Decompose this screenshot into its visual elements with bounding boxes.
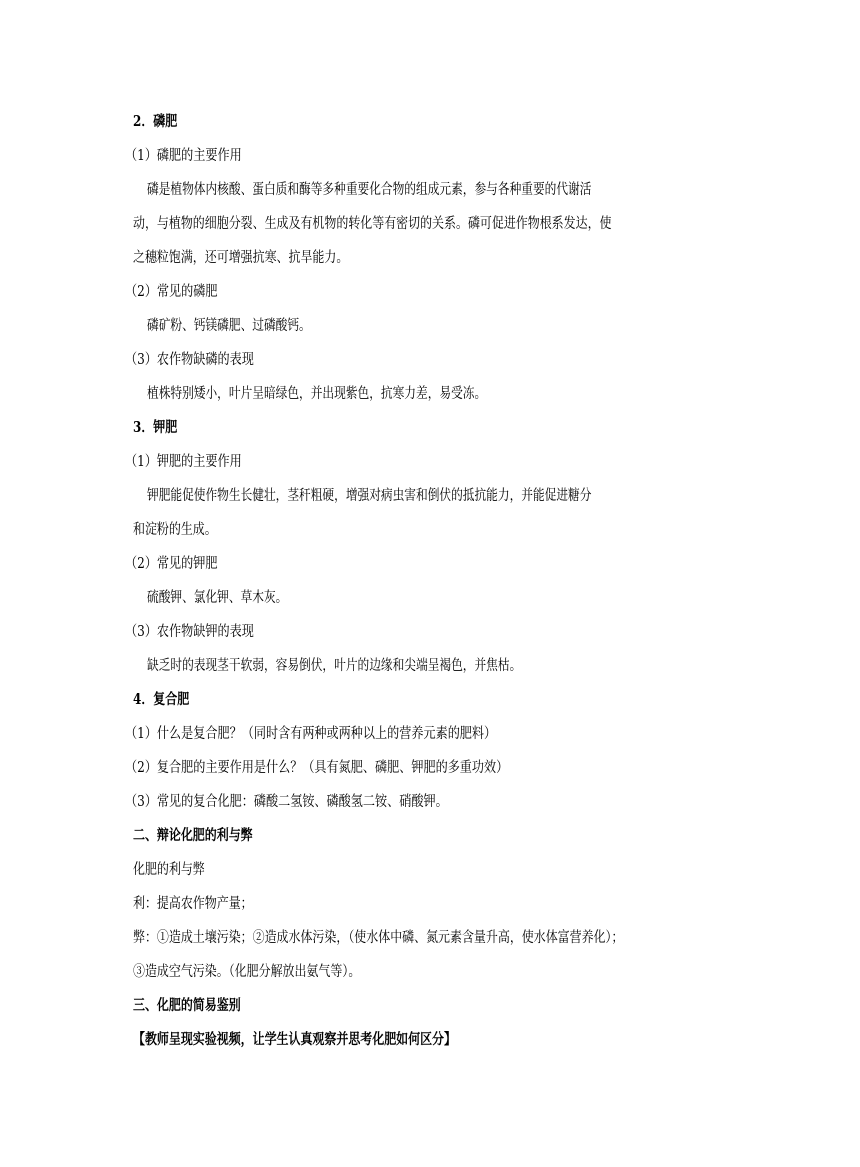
paragraph-line: 钾肥能促使作物生长健壮，茎秆粗硬，增强对病虫害和倒伏的抵抗能力，并能促进糖分 — [147, 488, 592, 504]
heading-phosphate-fertilizer: 2．磷肥 — [133, 113, 178, 130]
paragraph-line: ③造成空气污染。（化肥分解放出氨气等）。 — [133, 964, 361, 980]
paragraph-line: 磷是植物体内核酸、蛋白质和酶等多种重要化合物的组成元素，参与各种重要的代谢活 — [147, 182, 592, 198]
paragraph-line: 植株特别矮小，叶片呈暗绿色，并出现紫色，抗寒力差，易受冻。 — [147, 386, 487, 402]
subheading-potassium-deficiency: （3）农作物缺钾的表现 — [125, 624, 254, 640]
paragraph-line: 利：提高农作物产量； — [133, 896, 253, 912]
section-heading-debate: 二、辩论化肥的利与弊 — [133, 827, 253, 844]
subheading-phosphate-role: （1）磷肥的主要作用 — [125, 148, 242, 164]
paragraph-line: 之穗粒饱满，还可增强抗寒、抗旱能力。 — [133, 250, 349, 266]
paragraph-line: 缺乏时的表现茎干软弱，容易倒伏，叶片的边缘和尖端呈褐色，并焦枯。 — [147, 658, 522, 674]
section-heading-identification: 三、化肥的简易鉴别 — [133, 997, 241, 1014]
teacher-instruction: 【教师呈现实验视频，让学生认真观察并思考化肥如何区分】 — [133, 1031, 456, 1048]
compound-question-3: （3）常见的复合化肥：磷酸二氢铵、磷酸氢二铵、硝酸钾。 — [125, 794, 448, 810]
paragraph-line: 化肥的利与弊 — [133, 862, 205, 878]
compound-question-1: （1）什么是复合肥？（同时含有两种或两种以上的营养元素的肥料） — [125, 726, 497, 742]
heading-compound-fertilizer: 4．复合肥 — [133, 691, 190, 708]
paragraph-line: 弊：①造成土壤污染；②造成水体污染，（使水体中磷、氮元素含量升高，使水体富营养化）； — [133, 930, 624, 946]
paragraph-line: 和淀粉的生成。 — [133, 522, 217, 538]
paragraph-line: 磷矿粉、钙镁磷肥、过磷酸钙。 — [147, 318, 311, 334]
subheading-phosphorus-deficiency: （3）农作物缺磷的表现 — [125, 352, 254, 368]
compound-question-2: （2）复合肥的主要作用是什么？（具有氮肥、磷肥、钾肥的多重功效） — [125, 760, 509, 776]
subheading-common-phosphate: （2）常见的磷肥 — [125, 284, 218, 300]
heading-potassium-fertilizer: 3．钾肥 — [133, 419, 178, 436]
subheading-common-potassium: （2）常见的钾肥 — [125, 556, 218, 572]
paragraph-line: 硫酸钾、氯化钾、草木灰。 — [147, 590, 288, 606]
paragraph-line: 动，与植物的细胞分裂、生成及有机物的转化等有密切的关系。磷可促进作物根系发达，使 — [133, 216, 612, 232]
subheading-potassium-role: （1）钾肥的主要作用 — [125, 454, 242, 470]
